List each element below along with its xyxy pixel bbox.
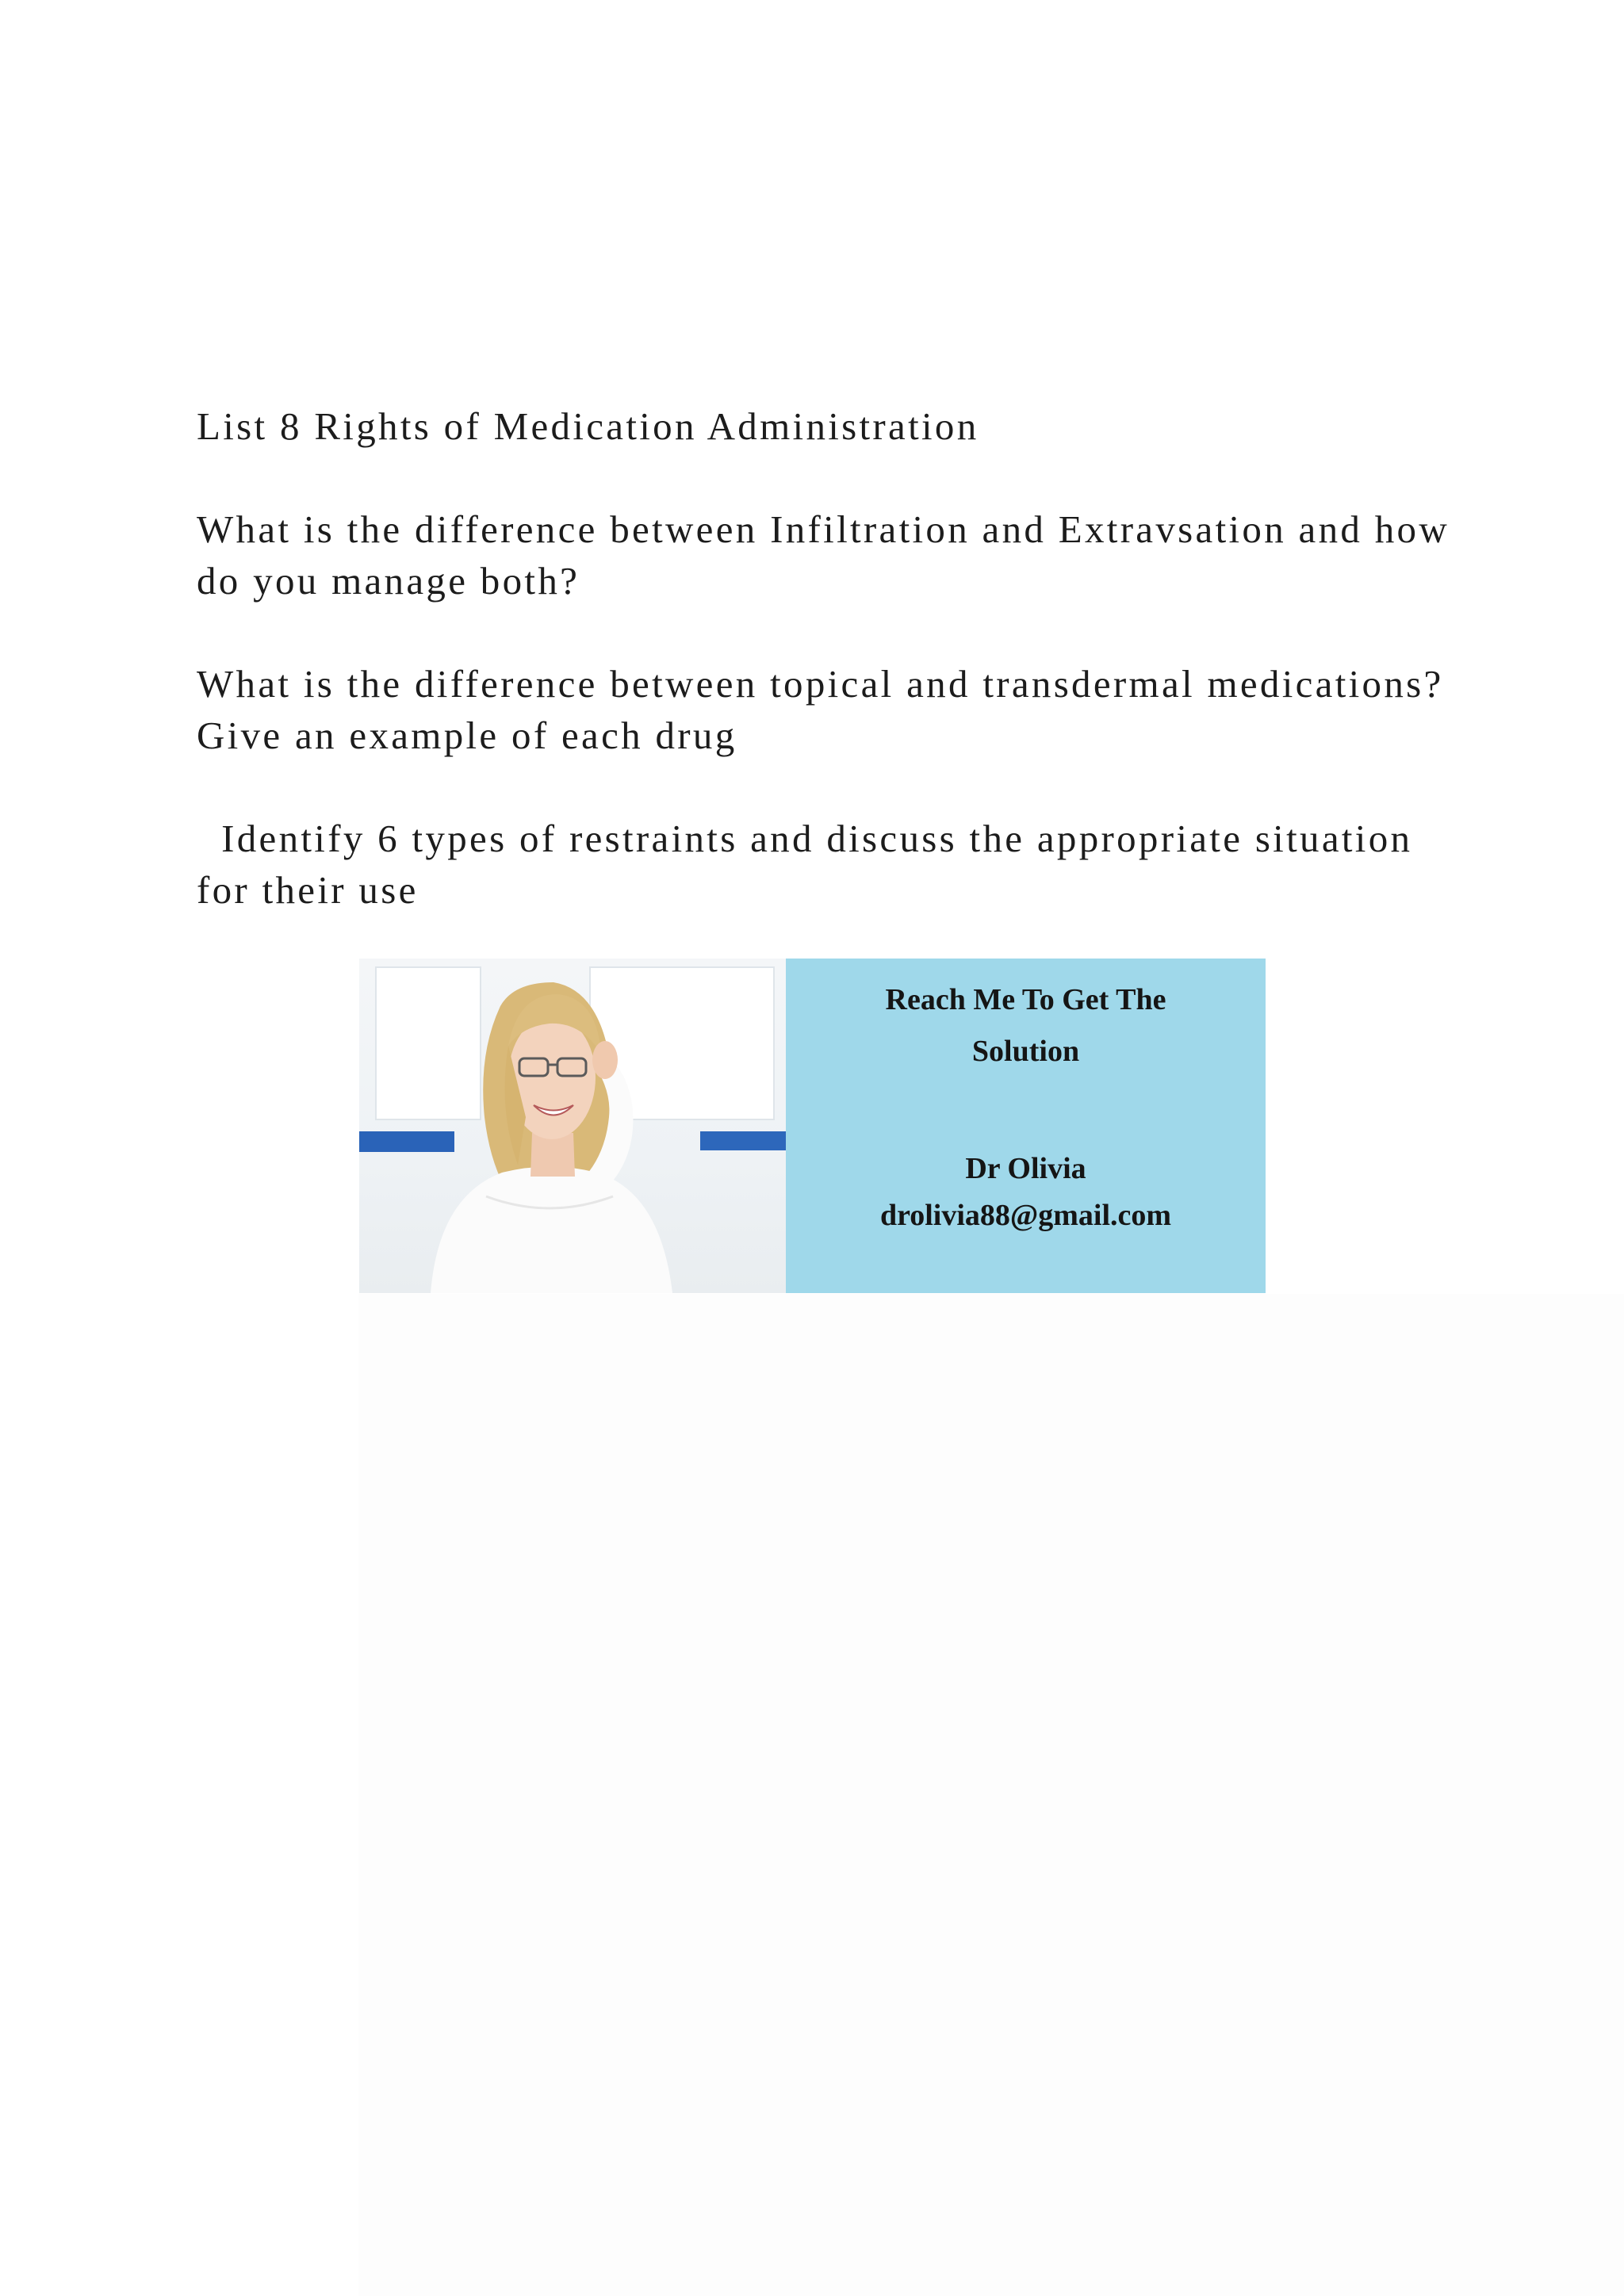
background-panel [358, 1294, 1624, 2296]
tutor-photo [359, 959, 786, 1293]
contact-panel [786, 959, 1266, 1293]
banner-heading-line1: Reach Me To Get The [885, 983, 1166, 1016]
woman-illustration [359, 959, 786, 1293]
question-3: What is the difference between topical and transdermal medications? Give an example of each drug [197, 662, 1457, 757]
question-list [197, 400, 1465, 967]
question-1: List 8 Rights of Medication Administration [197, 404, 979, 448]
contact-email[interactable]: drolivia88@gmail.com [879, 1199, 1172, 1232]
contact-name: Dr Olivia [965, 1152, 1086, 1185]
question-4: Identify 6 types of restraints and discuss the appropriate situation for their use [197, 817, 1425, 912]
banner-heading-line2: Solution [971, 1035, 1080, 1068]
question-2: What is the difference between Infiltration and Extravsation and how do you manage both? [197, 507, 1462, 603]
contact-banner [359, 959, 1266, 1293]
